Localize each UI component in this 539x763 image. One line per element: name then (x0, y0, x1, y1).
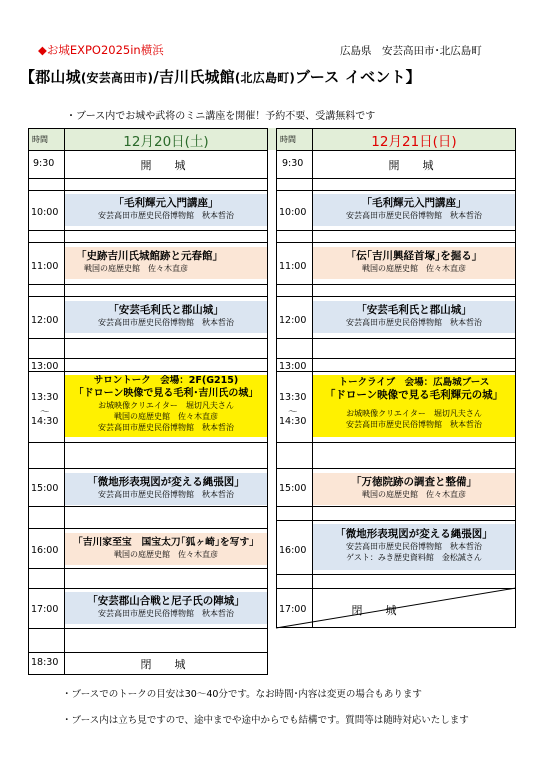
location-label: 広島県 安芸高田市･北広島町 (340, 45, 482, 57)
title-part-b-sub: (北広島町) (234, 71, 296, 85)
event-speaker: 安芸高田市歴史民俗博物館 秋本哲治 (98, 609, 234, 618)
time-930-right: 9:30 (282, 158, 304, 169)
day2-event-1500 (312, 476, 516, 500)
time-1330-left: 13:30 (31, 392, 59, 403)
title-part-b: /吉川氏城館 (153, 68, 235, 86)
event-title: 「史跡吉川氏城館跡と元春館」 (76, 250, 223, 262)
event-speaker: 安芸高田市歴史民俗博物館 秋本哲治 (346, 420, 482, 429)
time-1330-right: 13:30 (279, 392, 307, 403)
day2-event-1200 (312, 304, 516, 328)
day2-event-1100 (312, 250, 516, 274)
time-1700-right: 17:00 (279, 604, 307, 615)
event-title: 「微地形表現図が変える縄張図」 (87, 476, 245, 488)
day1-event-1100 (64, 250, 268, 274)
event-speaker: 戦国の庭歴史館 佐々木直彦 (362, 490, 466, 499)
time-tilde-right: 〜 (288, 407, 298, 418)
day1-event-1200 (64, 304, 268, 328)
event-speaker: 安芸高田市歴史民俗博物館 秋本哲治 (98, 423, 234, 432)
event-speaker: 安芸高田市歴史民俗博物館 秋本哲治 (346, 211, 482, 220)
event-speaker: 安芸高田市歴史民俗博物館 秋本哲治 (98, 490, 234, 499)
event-title: 「万徳院跡の調査と整備」 (351, 476, 477, 488)
event-speaker: お城映像クリエイター 堀切凡夫さん (98, 401, 234, 410)
event-speaker: 安芸高田市歴史民俗博物館 秋本哲治 (346, 318, 482, 327)
event-speaker: 安芸高田市歴史民俗博物館 秋本哲治 (346, 542, 482, 551)
time-1300-right: 13:00 (279, 361, 307, 372)
time-1700-left: 17:00 (31, 604, 59, 615)
event-title: 「伝｢吉川興経首塚｣を掘る」 (345, 250, 483, 262)
event-title: 「微地形表現図が変える縄張図」 (335, 528, 493, 540)
event-title: 「毛利輝元入門講座」 (113, 197, 219, 209)
time-1600-right: 16:00 (279, 545, 307, 556)
event-title: 「毛利輝元入門講座」 (361, 197, 467, 209)
open-label-day1: 開 城 (140, 159, 192, 172)
day1-event-1600 (64, 536, 268, 560)
day1-header: 12月20日(土) (123, 134, 209, 150)
event-speaker: お城映像クリエイター 堀切凡夫さん (346, 409, 482, 418)
time-header-right: 時間 (280, 135, 296, 144)
footer-note-2: ・ブース内は立ち見ですので、途中までや途中からでも結構です。質問等は随時対応いたします (62, 715, 469, 726)
event-title: 「ドローン映像で見る毛利輝元の城」 (324, 389, 504, 401)
time-930-left: 9:30 (33, 158, 55, 169)
title-part-a: 【郡山城 (20, 68, 81, 86)
open-label-day2: 開 城 (388, 159, 440, 172)
time-1300-left: 13:00 (31, 361, 59, 372)
time-1500-right: 15:00 (279, 483, 307, 494)
day2-event-1600 (312, 528, 516, 563)
event-speaker: 安芸高田市歴史民俗博物館 秋本哲治 (98, 318, 234, 327)
event-speaker: 戦国の庭歴史館 佐々木直彦 (114, 412, 218, 421)
time-1430-right: 14:30 (279, 416, 307, 427)
event-title: 「安芸毛利氏と郡山城」 (356, 304, 472, 316)
time-header-left: 時間 (32, 135, 48, 144)
time-1000-right: 10:00 (279, 207, 307, 218)
day1-event-1500 (64, 476, 268, 500)
intro-text: ・ブース内でお城や武将のミニ講座を開催！予約不要、受講無料です (66, 111, 376, 122)
day1-event-1330 (64, 375, 268, 433)
close-label-day1: 閉 城 (140, 658, 192, 671)
title-part-c: ブース イベント】 (295, 68, 421, 86)
time-1500-left: 15:00 (31, 483, 59, 494)
event-speaker: 戦国の庭歴史館 佐々木直彦 (84, 264, 188, 273)
time-1100-right: 11:00 (279, 261, 307, 272)
schedule-table (28, 128, 516, 675)
time-1600-left: 16:00 (31, 545, 59, 556)
expo-label: ◆お城EXPO2025in横浜 (38, 43, 164, 57)
close-label-day2: 閉 城 (351, 604, 403, 617)
event-title: 「安芸郡山合戦と尼子氏の陣城」 (87, 595, 245, 607)
page-title (20, 66, 421, 87)
event-venue: トークライブ 会場：広島城ブース (338, 377, 490, 388)
day2-event-1000 (312, 197, 516, 221)
time-1100-left: 11:00 (31, 261, 59, 272)
footer-note-1: ・ブースでのトークの目安は30〜40分です。なお時間･内容は変更の場合もあります (62, 689, 422, 700)
day1-event-1000 (64, 197, 268, 221)
event-title: 「吉川家至宝 国宝太刀｢狐ヶ崎｣を写す」 (72, 537, 260, 548)
event-speaker: 戦国の庭歴史館 佐々木直彦 (362, 264, 466, 273)
title-part-a-sub: (安芸高田市) (80, 71, 154, 85)
event-title: 「ドローン映像で見る毛利･吉川氏の城」 (73, 388, 259, 399)
time-1000-left: 10:00 (31, 207, 59, 218)
time-1430-left: 14:30 (31, 416, 59, 427)
day2-header: 12月21日(日) (371, 134, 457, 150)
time-1830-left: 18:30 (31, 657, 59, 668)
day2-event-1330 (312, 377, 516, 430)
event-speaker: 戦国の庭歴史館 佐々木直彦 (114, 550, 218, 559)
event-speaker: 安芸高田市歴史民俗博物館 秋本哲治 (98, 211, 234, 220)
time-1200-left: 12:00 (31, 315, 59, 326)
day1-event-1700 (64, 595, 268, 619)
event-title: 「安芸毛利氏と郡山城」 (108, 304, 224, 316)
time-1200-right: 12:00 (279, 315, 307, 326)
time-tilde-left: 〜 (40, 407, 50, 418)
event-venue: サロントーク 会場：2F(G215) (93, 375, 239, 386)
event-guest: ゲスト：みき歴史資料館 金松誠さん (346, 553, 482, 562)
